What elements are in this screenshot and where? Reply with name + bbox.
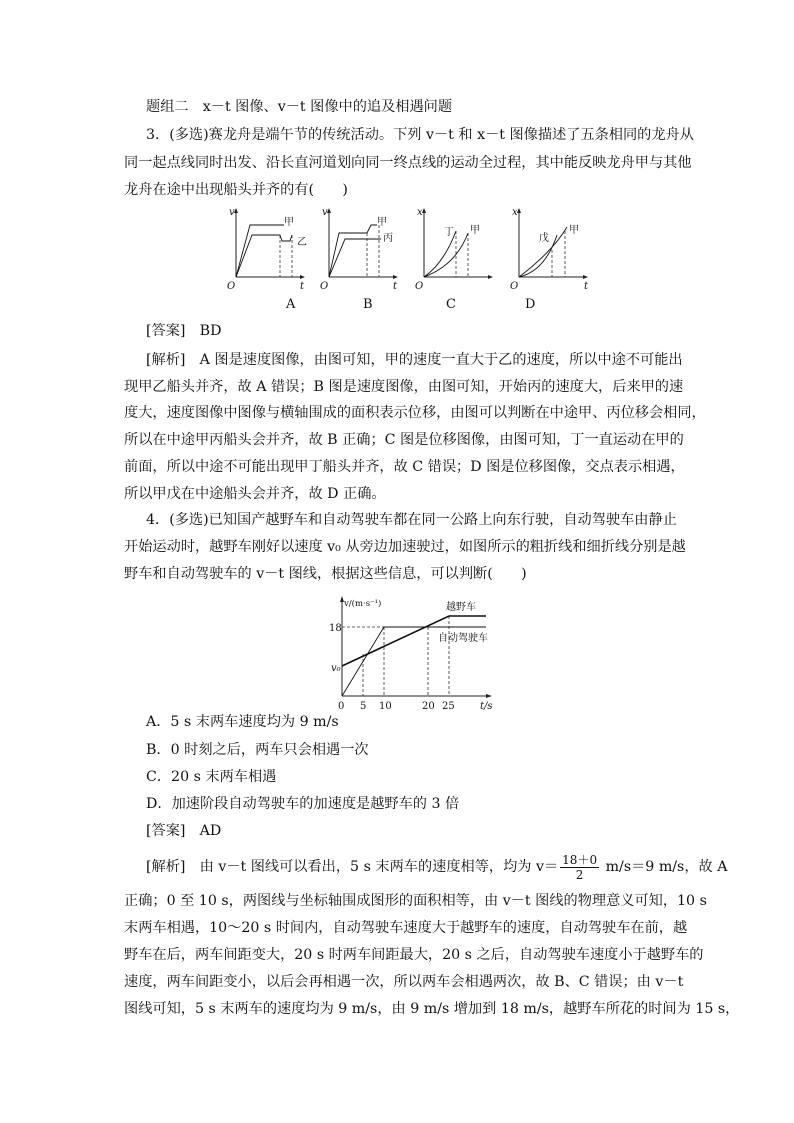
q3-analysis-1: [解析] A 图是速度图像，由图可知，甲的速度一直大于乙的速度，所以中途不可能出	[146, 352, 683, 368]
q3a-x-label: t	[300, 281, 305, 292]
q3-caption-d: D	[525, 297, 536, 312]
q3-line-1: 3．(多选)赛龙舟是端午节的传统活动。下列 v－t 和 x－t 图像描述了五条相同的龙舟从	[146, 127, 694, 143]
q4-analysis-suffix: m/s＝9 m/s，故 A	[601, 859, 728, 875]
q4-option-d: D．加速阶段自动驾驶车的加速度是越野车的 3 倍	[146, 796, 460, 812]
q3d-x-label: t	[584, 281, 589, 292]
q3a-y-label: v	[229, 207, 235, 218]
q3c-label-jia: 甲	[470, 225, 480, 236]
q3c-origin: O	[415, 281, 424, 292]
q3-caption-c: C	[446, 297, 456, 312]
q3-answer-value: BD	[199, 323, 222, 339]
q3b-y-label: v	[322, 207, 328, 218]
q4-y-tick-v0: v₀	[331, 663, 341, 674]
q4-analysis-6: 图线可知，5 s 末两车的速度均为 9 m/s，由 9 m/s 增加到 18 m/s，越野车所花的时间为 15 s，	[124, 1001, 740, 1017]
q3d-label-wu: 戊	[539, 233, 549, 244]
q4-line-3: 野车和自动驾驶车的 v－t 图线，根据这些信息，可以判断( )	[124, 566, 527, 582]
q3-graph-c	[410, 205, 500, 292]
q3c-label-ding: 丁	[444, 227, 454, 238]
q4-option-a: A．5 s 末两车速度均为 9 m/s	[146, 714, 339, 730]
q4-option-c: C．20 s 末两车相遇	[146, 769, 277, 785]
q4-fraction-den: 2	[575, 867, 584, 882]
q3a-label-yi: 乙	[297, 237, 307, 248]
q3d-label-jia: 甲	[569, 225, 579, 236]
q4-analysis-5: 速度，两车间距变小，以后会再相遇一次，所以两车会相遇两次，故 B、C 错误；由 v－t	[124, 974, 684, 990]
q4-line-1: 4．(多选)已知国产越野车和自动驾驶车都在同一公路上向东行驶，自动驾驶车由静止	[146, 512, 677, 528]
q4-analysis-1	[146, 850, 727, 884]
q4-x-tick-25: 25	[442, 701, 455, 712]
q4-x-tick-0: 0	[338, 701, 345, 712]
q3b-label-jia: 甲	[377, 217, 387, 228]
q3-line-2: 同一起点线同时出发、沿长直河道划向同一终点线的运动全过程，其中能反映龙舟甲与其他	[124, 155, 692, 171]
q3-analysis-6: 所以甲戊在中途船头会并齐，故 D 正确。	[124, 486, 386, 502]
q4-fraction	[560, 853, 599, 882]
q3-line-3: 龙舟在途中出现船头并齐的有( )	[124, 182, 348, 198]
q3d-origin: O	[510, 281, 519, 292]
q3a-label-jia: 甲	[284, 217, 294, 228]
q4-fraction-num: 18＋0	[562, 852, 598, 867]
q4-analysis-3: 末两车相遇，10～20 s 时间内，自动驾驶车速度大于越野车的速度，自动驾驶车在前，越	[124, 920, 688, 936]
q4-x-tick-20: 20	[422, 701, 435, 712]
q4-series-autodrive: 自动驾驶车	[438, 633, 488, 644]
q4-line-2: 开始运动时，越野车刚好以速度 v₀ 从旁边加速驶过，如图所示的粗折线和细折线分别是越	[124, 539, 686, 555]
q4-analysis-2: 正确；0 至 10 s，两图线与坐标轴围成图形的面积相等，由 v－t 图线的物理意义可知，10 s	[124, 893, 707, 909]
q3-analysis-5: 前面，所以中途不可能出现甲丁船头并齐，故 C 错误；D 图是位移图像，交点表示相遇，	[124, 459, 685, 475]
q3b-x-label: t	[393, 281, 398, 292]
q3-analysis-4: 所以在中途甲丙船头会并齐，故 B 正确；C 图是位移图像，由图可知，丁一直运动在甲的	[124, 432, 684, 448]
q4-answer-value: AD	[199, 823, 222, 839]
q3-analysis-2: 现甲乙船头并齐，故 A 错误；B 图是速度图像，由图可知，开始丙的速度大，后来甲的速	[124, 379, 684, 395]
q3-analysis-3: 度大，速度图像中图像与横轴围成的面积表示位移，由图可以判断在中途甲、丙位移会相同，	[124, 405, 706, 421]
q4-answer	[146, 821, 221, 841]
section-title: 题组二 x－t 图像、v－t 图像中的追及相遇问题	[146, 99, 453, 115]
q4-x-tick-10: 10	[379, 701, 392, 712]
q3b-origin: O	[320, 281, 329, 292]
q4-x-axis-label: t/s	[480, 701, 493, 712]
q4-x-tick-5: 5	[360, 701, 367, 712]
q3d-y-label: x	[512, 207, 518, 218]
q3-graph-d	[505, 205, 595, 292]
q4-vt-graph	[318, 592, 508, 710]
q4-analysis-4: 野车在后，两车间距变大，20 s 时两车间距最大，20 s 之后，自动驾驶车速度小于越野车的	[124, 947, 704, 963]
q4-analysis-prefix: [解析] 由 v－t 图线可以看出，5 s 末两车的速度相等，均为 v＝	[146, 859, 559, 875]
q3b-label-bing: 丙	[383, 233, 393, 244]
q3-graph-a	[222, 205, 312, 292]
q3-caption-b: B	[363, 297, 373, 312]
q3-caption-a: A	[286, 297, 296, 312]
q4-y-tick-18: 18	[329, 623, 342, 634]
q3-graph-b	[315, 205, 405, 292]
q3c-y-label: x	[417, 207, 423, 218]
q3-answer-label: [答案]	[146, 323, 186, 339]
q4-option-b: B．0 时刻之后，两车只会相遇一次	[146, 742, 369, 758]
q4-series-offroad: 越野车	[446, 602, 476, 613]
q3a-origin: O	[227, 281, 236, 292]
q3-answer	[146, 321, 221, 341]
q4-y-axis-label: v/(m·s⁻¹)	[344, 599, 382, 609]
q4-answer-label: [答案]	[146, 823, 186, 839]
